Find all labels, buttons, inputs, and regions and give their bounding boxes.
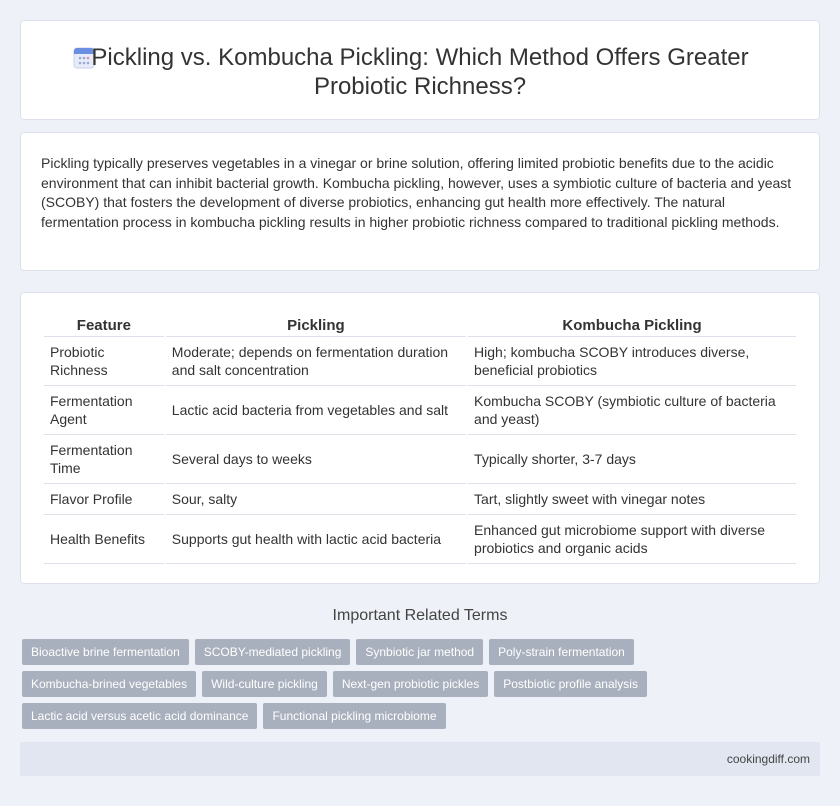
pickling-cell: Lactic acid bacteria from vegetables and salt [166, 386, 466, 435]
feature-cell: Fermentation Agent [44, 386, 164, 435]
table-header-row [44, 315, 796, 337]
intro-card [20, 132, 820, 271]
page-title-line-2: Probiotic Richness? [313, 73, 527, 100]
related-term-tag[interactable]: Poly-strain fermentation [489, 639, 634, 665]
related-term-tag[interactable]: Kombucha-brined vegetables [22, 671, 196, 697]
related-term-tag[interactable]: Wild-culture pickling [202, 671, 327, 697]
feature-cell: Flavor Profile [44, 484, 164, 515]
kombucha-cell: Enhanced gut microbiome support with diverse probiotics and organic acids [468, 515, 796, 564]
title-card [20, 20, 820, 120]
related-term-tag[interactable]: Synbiotic jar method [356, 639, 483, 665]
kombucha-cell: Tart, slightly sweet with vinegar notes [468, 484, 796, 515]
table-row [44, 484, 796, 515]
related-term-tag[interactable]: Functional pickling microbiome [263, 703, 445, 729]
footer-site-link[interactable]: cookingdiff.com [726, 752, 810, 766]
pickling-cell: Supports gut health with lactic acid bacteria [166, 515, 466, 564]
feature-cell: Probiotic Richness [44, 337, 164, 386]
related-terms-list [22, 639, 812, 729]
feature-cell: Health Benefits [44, 515, 164, 564]
feature-cell: Fermentation Time [44, 435, 164, 484]
header-kombucha-pickling: Kombucha Pickling [468, 315, 796, 337]
related-term-tag[interactable]: Lactic acid versus acetic acid dominance [22, 703, 257, 729]
related-term-tag[interactable]: Postbiotic profile analysis [494, 671, 647, 697]
comparison-card [20, 292, 820, 584]
table-row [44, 337, 796, 386]
header-pickling: Pickling [166, 315, 466, 337]
header-feature: Feature [44, 315, 164, 337]
comparison-table [42, 315, 798, 564]
kombucha-cell: High; kombucha SCOBY introduces diverse, beneficial probiotics [468, 337, 796, 386]
footer [20, 742, 820, 776]
intro-text: Pickling typically preserves vegetables in a vinegar or brine solution, offering limited probiotic benefits due to the acidic environment that can inhibit bacterial growth. Kombucha pickling, however, uses a symbiotic culture of bacteria and yeast (SCOBY) that fosters the development of diverse probiotics, enhancing gut health more effectively. The natural fermentation process in kombucha pickling results in higher probiotic richness compared to traditional pickling methods. [41, 155, 792, 230]
related-terms-title: Important Related Terms [332, 607, 508, 624]
pickling-cell: Sour, salty [166, 484, 466, 515]
related-term-tag[interactable]: SCOBY-mediated pickling [195, 639, 351, 665]
table-row [44, 435, 796, 484]
related-term-tag[interactable]: Bioactive brine fermentation [22, 639, 189, 665]
related-term-tag[interactable]: Next-gen probiotic pickles [333, 671, 488, 697]
kombucha-cell: Typically shorter, 3-7 days [468, 435, 796, 484]
table-row [44, 386, 796, 435]
pickling-cell: Moderate; depends on fermentation duration and salt concentration [166, 337, 466, 386]
kombucha-cell: Kombucha SCOBY (symbiotic culture of bacteria and yeast) [468, 386, 796, 435]
page-title-line-1: Pickling vs. Kombucha Pickling: Which Method Offers Greater [91, 44, 749, 71]
pickling-cell: Several days to weeks [166, 435, 466, 484]
page-title [21, 43, 819, 101]
table-row [44, 515, 796, 564]
